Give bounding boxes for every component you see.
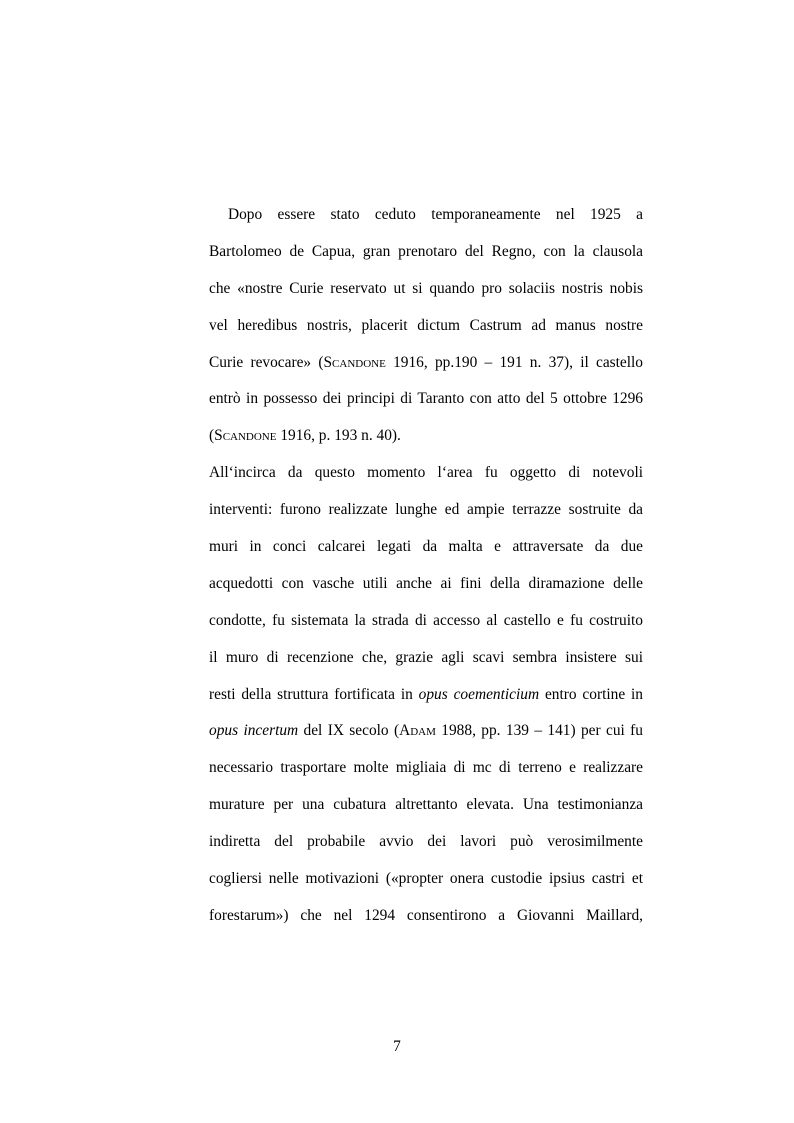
author-citation: Adam	[399, 722, 436, 740]
text-line: indiretta del probabile avvio dei lavori può verosimilmente	[209, 833, 643, 851]
text-line: necessario trasportare molte migliaia di mc di terreno e realizzare	[209, 759, 643, 777]
page-number: 7	[393, 1038, 401, 1055]
text-line: murature per una cubatura altrettanto elevata. Una testimonianza	[209, 796, 643, 814]
text-line	[209, 418, 643, 455]
text-span: 1916, pp.190 – 191 n. 37), il castello	[385, 353, 643, 371]
text-line: cogliersi nelle motivazioni («propter onera custodie ipsius castri et	[209, 870, 643, 888]
text-span: entro cortine in	[539, 685, 643, 703]
text-line: acquedotti con vasche utili anche ai fini della diramazione delle	[209, 574, 643, 592]
text-line: interventi: furono realizzate lunghe ed ampie terrazze sostruite da	[209, 501, 643, 519]
text-span: Curie revocare» (	[209, 353, 324, 371]
text-line: All‘incirca da questo momento l‘area fu oggetto di notevoli	[209, 464, 643, 482]
text-line: che «nostre Curie reservato ut si quando pro solaciis nostris nobis	[209, 279, 643, 297]
author-citation: Scandone	[214, 427, 277, 445]
text-line: Bartolomeo de Capua, gran prenotaro del Regno, con la clausola	[209, 242, 643, 260]
text-line: Dopo essere stato ceduto temporaneamente nel 1925 a	[228, 206, 643, 223]
text-line	[209, 713, 643, 750]
text-line: entrò in possesso dei principi di Taranto con atto del 5 ottobre 1296	[209, 390, 643, 408]
text-line: vel heredibus nostris, placerit dictum Castrum ad manus nostre	[209, 316, 643, 334]
text-line: forestarum») che nel 1294 consentirono a Giovanni Maillard,	[209, 906, 643, 924]
text-line: condotte, fu sistemata la strada di accesso al castello e fu costruito	[209, 611, 643, 629]
text-line: il muro di recenzione che, grazie agli scavi sembra insistere sui	[209, 648, 643, 666]
text-span: 1988, pp. 139 – 141) per cui fu	[435, 722, 643, 740]
text-span: 1916, p. 193 n. 40).	[276, 427, 401, 445]
latin-term: opus coementicium	[418, 685, 540, 703]
author-citation: Scandone	[323, 353, 386, 371]
text-line: muri in conci calcarei legati da malta e attraversate da due	[209, 538, 643, 556]
text-span: del IX secolo (	[298, 722, 400, 740]
text-span: (	[209, 427, 215, 445]
text-span: resti della struttura fortificata in	[209, 685, 419, 703]
text-line	[209, 345, 643, 382]
body-text	[209, 197, 643, 935]
latin-term: opus incertum	[209, 722, 299, 740]
text-line	[209, 677, 643, 714]
